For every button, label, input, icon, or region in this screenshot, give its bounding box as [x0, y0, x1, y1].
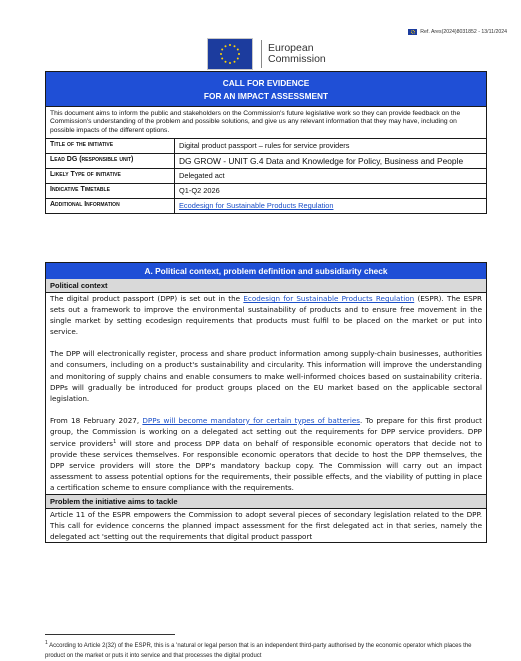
document-title [46, 72, 486, 106]
table-row [46, 169, 486, 184]
call-for-evidence-box [45, 71, 487, 214]
political-context-body [46, 293, 486, 494]
batteries-dpp-link[interactable]: DPPs will become mandatory for certain types of batteries [142, 415, 361, 425]
footnote [45, 639, 485, 661]
lead-dg-label: Lead DG (responsible unit) [46, 154, 175, 169]
paragraph [50, 293, 482, 337]
text-run: . To prepare for this first product group, the Commission is working on a delegated act setting out the requirements for DPP service providers. DPP service providers [50, 415, 483, 449]
table-row [46, 154, 486, 169]
commission-logo [207, 38, 326, 70]
section-a [45, 262, 487, 543]
initiative-info-table [46, 138, 486, 213]
footnote-separator [45, 634, 175, 635]
logo-line-2: Commission [268, 53, 326, 65]
problem-body [46, 509, 486, 542]
logo-wordmark [268, 43, 326, 66]
espr-regulation-link[interactable]: Ecodesign for Sustainable Products Regulation [243, 294, 415, 303]
footnote-marker[interactable]: 1 [113, 439, 117, 446]
table-row [46, 199, 486, 214]
timetable-label: Indicative Timetable [46, 184, 175, 199]
lead-dg-value: DG GROW - UNIT G.4 Data and Knowledge for Policy, Business and People [175, 154, 487, 169]
footnote-number: 1 [45, 640, 48, 646]
text-run: From 18 February 2027, [50, 415, 143, 425]
title-label: Title of the initiative [46, 139, 175, 154]
text-run: (ESPR). The ESPR sets out a framework to improve the environmental sustainability of products and to ensure free movement in the single market by setting ecodesign requirements that products must fulfil to be placed on the market or put into service. [50, 294, 482, 337]
paragraph: Article 11 of the ESPR empowers the Commission to adopt several pieces of secondary legislation related to the DPP. This call for evidence concerns the planned impact assessment for the first delegated act in that series, namely the delegated act 'setting out the requirements that digital product passport [50, 509, 482, 541]
eu-flag-icon [207, 38, 253, 70]
type-label: Likely Type of initiative [46, 169, 175, 184]
paragraph: The DPP will electronically register, process and share product information among supply-chain businesses, authorities and consumers, including on a product's sustainability and circularity. This information will improve the understanding and monitoring of supply chains and enable consumers to make well-informed choices based on sustainability criteria. DPPs will gradually be introduced for product groups placed on the EU market based on the applicable sectoral legislation. [50, 349, 482, 403]
footnote-text: According to Article 2(32) of the ESPR, this is a 'natural or legal person that is an independent third-party authorised by the economic operator which places the product on the market or puts it into service and that processes the digital product [45, 643, 472, 659]
paragraph [50, 415, 482, 494]
table-row [46, 139, 486, 154]
table-row [46, 184, 486, 199]
eu-flag-icon [408, 29, 417, 35]
intro-text: This document aims to inform the public and stakeholders on the Commission's future legislative work so they can provide feedback on the Commission's understanding of the problem and possible solutions, and give us any relevant information that they may have, including on possible impacts of the different options. [46, 106, 486, 138]
text-run: The digital product passport (DPP) is set out in the [50, 294, 244, 303]
title-line-2: FOR AN IMPACT ASSESSMENT [203, 90, 329, 101]
title-line-1: CALL FOR EVIDENCE [222, 78, 310, 88]
title-value: Digital product passport – rules for service providers [175, 139, 487, 154]
logo-divider [261, 40, 262, 68]
reference-stamp [408, 29, 507, 35]
espr-link[interactable]: Ecodesign for Sustainable Products Regulation [179, 201, 334, 211]
timetable-value: Q1-Q2 2026 [175, 184, 487, 199]
logo-line-1: European [268, 41, 314, 54]
additional-info-value [175, 199, 487, 214]
reference-text: Ref. Ares(2024)8031852 - 13/11/2024 [420, 29, 507, 35]
text-run: will store and process DPP data on behalf of responsible economic operators that decide not to provide these services themselves. For responsible economic operators that decide to host the DPP themselves, the DPP service providers will store the DPP's mandatory backup copy. The Commission will carry out an impact assessment to assess potential options for the requirements, their possible effects, and the viability of putting in place a certification scheme to ensure compliance with the requirements. [50, 439, 482, 493]
problem-heading: Problem the initiative aims to tackle [46, 494, 486, 509]
additional-info-label: Additional Information [46, 199, 175, 214]
political-context-heading: Political context [46, 279, 486, 293]
section-a-heading: A. Political context, problem definition and subsidiarity check [46, 263, 486, 279]
type-value: Delegated act [175, 169, 487, 184]
